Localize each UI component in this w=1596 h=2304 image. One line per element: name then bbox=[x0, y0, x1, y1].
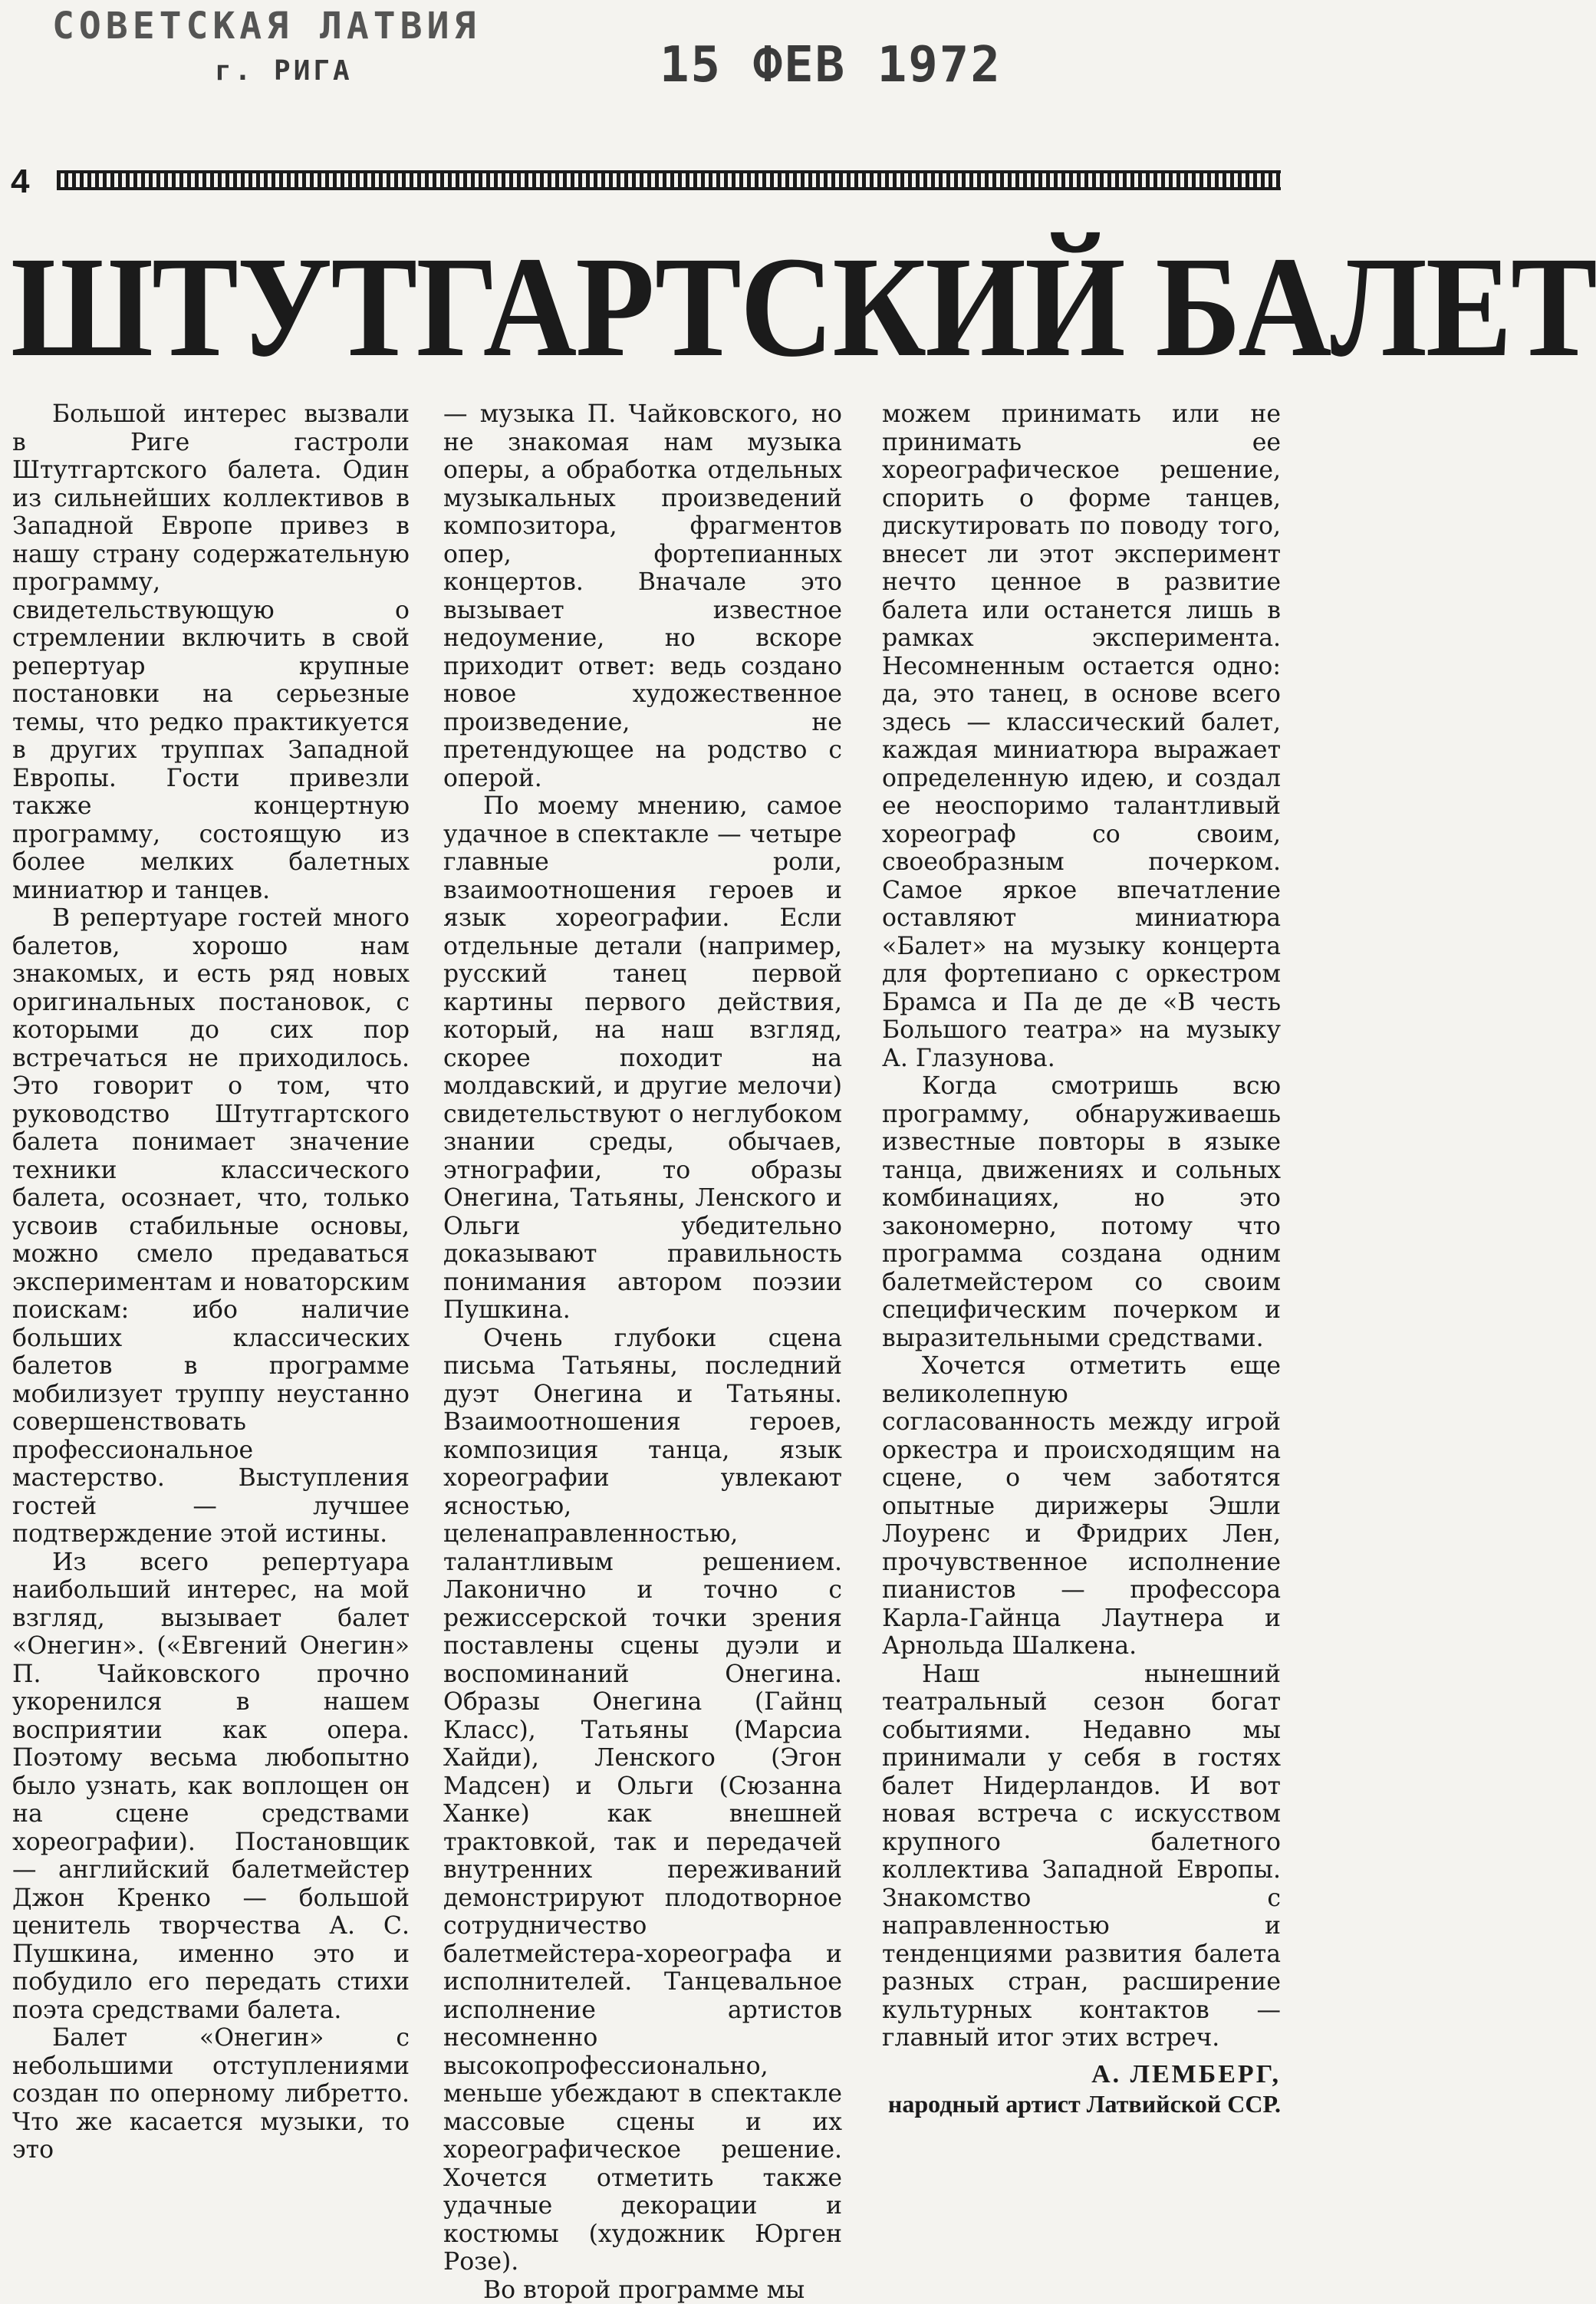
date-stamp: 15 ФЕВ 1972 bbox=[660, 37, 1002, 94]
paragraph: можем принимать или не принимать ее хореографическое решение, спорить о форме танцев, дискутировать по поводу того, внесет ли этот эксперимент нечто ценное в развитие балета или останется лишь в рамках эксперимента. Несомненным остается одно: да, это танец, в основе всего здесь — классический балет, каждая миниатюра выражает определенную идею, и создал ее неоспоримо талантливый хореограф со своим, своеобразным почерком. Самое яркое впечатление оставляют миниатюра «Балет» на музыку концерта для фортепиано с оркестром Брамса и Па де де «В честь Большого театра» на музыку А. Глазунова. bbox=[882, 400, 1281, 1072]
author-name: А. ЛЕМБЕРГ, bbox=[882, 2060, 1281, 2089]
paragraph: Во второй программе мы bbox=[443, 2276, 842, 2304]
paragraph: Балет «Онегин» с небольшими отступлениями создан по оперному либретто. Что же касается музыки, то это bbox=[12, 2024, 410, 2164]
article-column-2 bbox=[443, 400, 842, 2304]
paragraph: Наш нынешний театральный сезон богат событиями. Недавно мы принимали у себя в гостях балет Нидерландов. И вот новая встреча с искусством крупного балетного коллектива Западной Европы. Знакомство с направленностью и тенденциями развития балета разных стран, расширение культурных контактов — главный итог этих встреч. bbox=[882, 1661, 1281, 2052]
article-column-3 bbox=[882, 400, 1281, 2118]
paragraph: Из всего репертуара наибольший интерес, на мой взгляд, вызывает балет «Онегин». («Евгений Онегин» П. Чайковского прочно укоренился в нашем восприятии как опера. Поэтому весьма любопытно было узнать, как воплощен он на сцене средствами хореографии). Постановщик — английский балетмейстер Джон Кренко — большой ценитель творчества А. С. Пушкина, именно это и побудило его передать стихи поэта средствами балета. bbox=[12, 1549, 410, 2025]
article-column-1 bbox=[12, 400, 410, 2164]
paragraph: В репертуаре гостей много балетов, хорошо нам знакомых, и есть ряд новых оригинальных постановок, с которыми до сих пор встречаться не приходилось. Это говорит о том, что руководство Штутгартского балета понимает значение техники классического балета, осознает, что, только усвоив стабильные основы, можно смело предаваться экспериментам и новаторским поискам: ибо наличие больших классических балетов в программе мобилизует труппу неустанно совершенствовать профессиональное мастерство. Выступления гостей — лучшее подтверждение этой истины. bbox=[12, 904, 410, 1549]
author-signature bbox=[882, 2060, 1281, 2118]
paragraph: Очень глубоки сцена письма Татьяны, последний дуэт Онегина и Татьяны. Взаимоотношения героев, композиция танца, язык хореографии увлекают ясностью, целенаправленностью, талантливым решением. Лаконично и точно с режиссерской точки зрения поставлены сцены дуэли и воспоминаний Онегина. Образы Онегина (Гайнц Класс), Татьяны (Марсиа Хайди), Ленского (Эгон Мадсен) и Ольги (Сюзанна Ханке) как внешней трактовкой, так и передачей внутренних переживаний демонстрируют плодотворное сотрудничество балетмейстера-хореографа и исполнителей. Танцевальное исполнение артистов несомненно высокопрофессионально, меньше убеждают в спектакле массовые сцены и их хореографическое решение. Хочется отметить также удачные декорации и костюмы (художник Юрген Розе). bbox=[443, 1325, 842, 2276]
paragraph: Хочется отметить еще великолепную согласованность между игрой оркестра и происходящим на сцене, о чем заботятся опытные дирижеры Эшли Лоуренс и Фридрих Лен, прочувственное исполнение пианистов — профессора Карла-Гайнца Лаутнера и Арнольда Шалкена. bbox=[882, 1352, 1281, 1661]
article-headline: ШТУТГАРТСКИЙ БАЛЕТ bbox=[11, 230, 1157, 383]
paragraph: По моему мнению, самое удачное в спектакле — четыре главные роли, взаимоотношения героев и язык хореографии. Если отдельные детали (например, русский танец первой картины первого действия, который, на наш взгляд, скорее походит на молдавский, и другие мелочи) свидетельствуют о неглубоком знании среды, обычаев, этнографии, то образы Онегина, Татьяны, Ленского и Ольги убедительно доказывают правильность понимания автором поэзии Пушкина. bbox=[443, 792, 842, 1325]
page-number: 4 bbox=[11, 163, 29, 201]
header-rule bbox=[57, 170, 1281, 190]
paragraph: — музыка П. Чайковского, но не знакомая нам музыка оперы, а обработка отдельных музыкальных произведений композитора, фрагментов опер, фортепианных концертов. Вначале это вызывает известное недоумение, но вскоре приходит ответ: ведь создано новое художественное произведение, не претендующее на родство с оперой. bbox=[443, 400, 842, 792]
newspaper-name-stamp: СОВЕТСКАЯ ЛАТВИЯ bbox=[52, 5, 480, 48]
paragraph: Большой интерес вызвали в Риге гастроли Штутгартского балета. Один из сильнейших коллективов в Западной Европе привез в нашу страну содержательную программу, свидетельствующую о стремлении включить в свой репертуар крупные постановки на серьезные темы, что редко практикуется в других труппах Западной Европы. Гости привезли также концертную программу, состоящую из более мелких балетных миниатюр и танцев. bbox=[12, 400, 410, 904]
city-stamp: г. РИГА bbox=[215, 55, 353, 87]
author-title: народный артист Латвийской ССР. bbox=[882, 2089, 1281, 2118]
paragraph: Когда смотришь всю программу, обнаруживаешь известные повторы в языке танца, движениях и сольных комбинациях, но это закономерно, потому что программа создана одним балетмейстером со своим специфическим почерком и выразительными средствами. bbox=[882, 1072, 1281, 1352]
